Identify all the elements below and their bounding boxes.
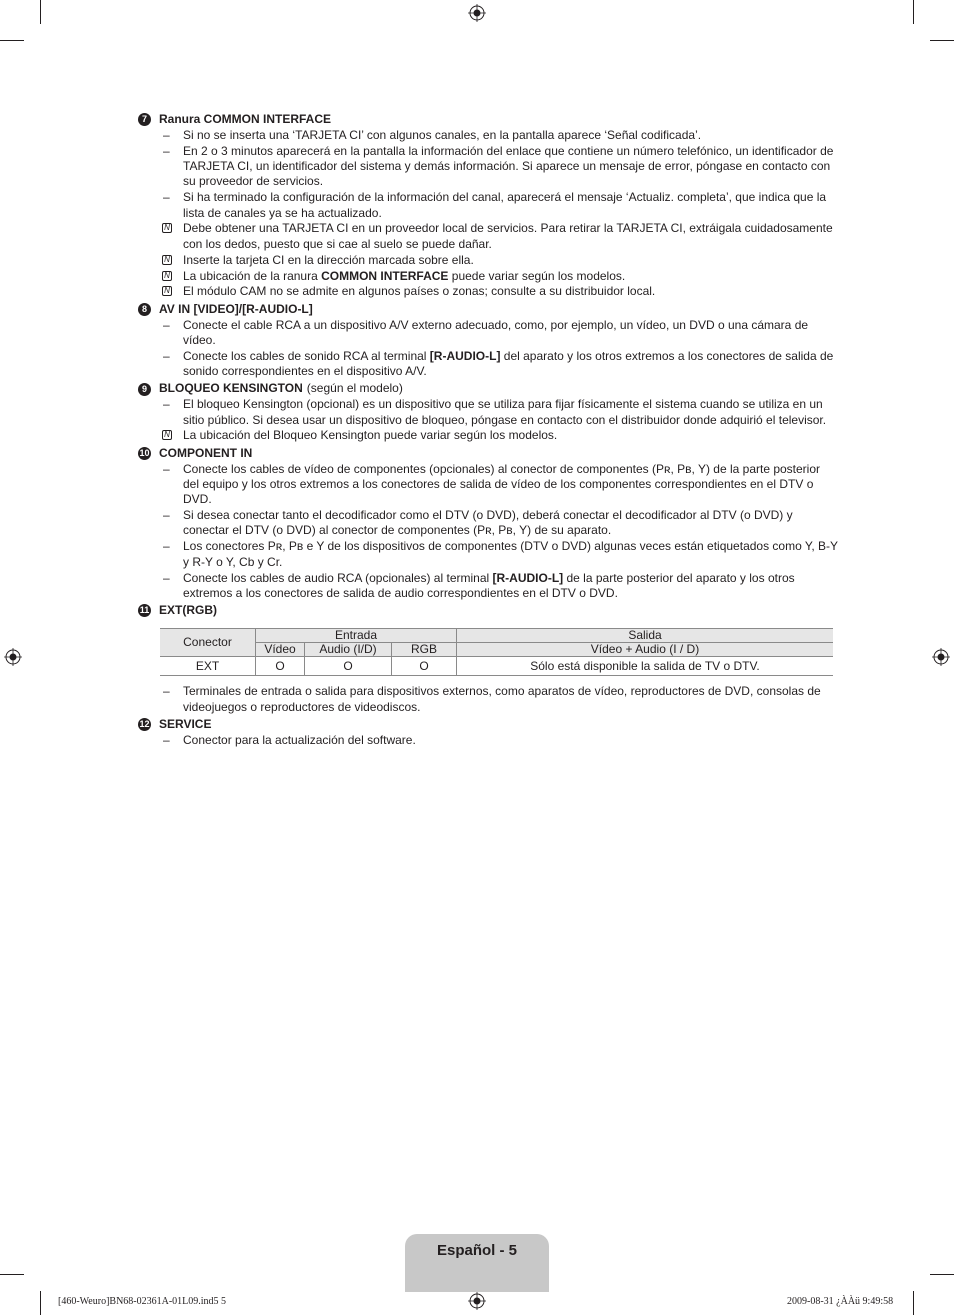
table-header-salida: Salida — [457, 629, 834, 643]
list-item — [138, 539, 838, 570]
item-text: Conecte los cables de audio RCA (opcionales) al terminal — [183, 570, 493, 585]
section-number-badge: 8 — [138, 303, 151, 316]
dash-marker: – — [163, 684, 170, 699]
section-heading — [138, 446, 838, 461]
item-text-bold: [R-AUDIO-L] — [492, 570, 564, 585]
registration-mark-icon — [4, 648, 22, 666]
item-text: de la parte posterior del aparato y los otros extremos a los conectores de salida de audio correspondientes en el DTV o DVD. — [183, 570, 795, 600]
dash-marker: – — [163, 397, 170, 412]
note-icon: N — [162, 430, 172, 440]
dash-marker: – — [163, 190, 170, 205]
table-cell-rgb: O — [392, 657, 457, 676]
table-header-audio: Audio (I/D) — [305, 643, 392, 657]
item-text: Si desea conectar tanto el decodificador como el DTV (o DVD), deberá conectar el decodificador al DTV (o DVD) y conectar el DTV (o DVD) al conector de componentes (Pʀ, Pʙ, Y) de su aparato. — [183, 508, 793, 538]
section-number-badge: 12 — [139, 719, 150, 730]
list-item — [138, 253, 838, 268]
table-cell-conector: EXT — [160, 657, 256, 676]
item-text: La ubicación del Bloqueo Kensington puede variar según los modelos. — [183, 428, 558, 443]
section-title: SERVICE — [159, 717, 212, 731]
footer-file-info: [460-Weuro]BN68-02361A-01L09.ind5 5 — [58, 1296, 227, 1307]
section-service — [138, 717, 838, 748]
table-cell-audio: O — [305, 657, 392, 676]
section-heading — [138, 381, 838, 396]
list-item — [138, 397, 838, 428]
registration-mark-icon — [468, 4, 486, 22]
section-ext-rgb — [138, 603, 838, 618]
section-number-badge: 11 — [139, 605, 150, 616]
item-text: Los conectores Pʀ, Pʙ e Y de los dispositivos de componentes (DTV o DVD) algunas veces están etiquetados como Y, B-Y y R-Y o Y, Cb y Cr. — [183, 539, 838, 569]
section-heading — [138, 717, 838, 732]
registration-mark-icon — [468, 1292, 486, 1310]
note-icon: N — [162, 271, 172, 281]
section-title: COMPONENT IN — [159, 445, 253, 460]
note-icon: N — [162, 255, 172, 265]
dash-marker: – — [163, 348, 170, 363]
list-item — [138, 684, 838, 715]
item-text-bold: COMMON INTERFACE — [321, 268, 449, 283]
section-number-badge: 10 — [139, 447, 150, 458]
section-title: BLOQUEO KENSINGTON — [159, 381, 303, 396]
section-heading — [138, 302, 838, 317]
item-text: Conecte los cables de sonido RCA al terminal — [183, 348, 430, 363]
crop-mark — [40, 1291, 41, 1315]
section-title: Ranura COMMON INTERFACE — [159, 112, 332, 126]
item-text: Conector para la actualización del software. — [183, 732, 416, 747]
item-text: El bloqueo Kensington (opcional) es un dispositivo que se utiliza para fijar físicamente el sistema cuando se utiliza en un sitio público. Si desea usar un dispositivo de bloqueo, póngase en contacto con el distribuidor donde adquirió el televisor. — [183, 397, 827, 427]
ext-rgb-table — [160, 628, 833, 676]
section-bloqueo-kensington — [138, 381, 838, 443]
dash-marker: – — [163, 508, 170, 523]
item-text: El módulo CAM no se admite en algunos países o zonas; consulte a su distribuidor local. — [183, 284, 656, 299]
section-title: EXT(RGB) — [159, 603, 217, 618]
crop-mark — [0, 40, 24, 41]
item-text: Inserte la tarjeta CI en la dirección marcada sobre ella. — [183, 252, 474, 267]
dash-marker: – — [163, 539, 170, 554]
item-text-bold: [R-AUDIO-L] — [429, 348, 501, 363]
item-text: Debe obtener una TARJETA CI en un proveedor local de servicios. Para retirar la TARJETA CI, extráigala cuidadosamente con los dedos, puesto que si cae al suelo se puede dañar. — [183, 221, 833, 251]
dash-marker: – — [163, 732, 170, 747]
item-text: puede variar según los modelos. — [448, 268, 626, 283]
crop-mark — [930, 1274, 954, 1275]
item-text: La ubicación de la ranura — [183, 268, 322, 283]
section-title-suffix: (según el modelo) — [306, 381, 403, 396]
list-item — [138, 349, 838, 380]
dash-marker: – — [163, 317, 170, 332]
crop-mark — [0, 1274, 24, 1275]
note-icon: N — [162, 223, 172, 233]
item-text: Si no se inserta una ‘TARJETA CI’ con algunos canales, en la pantalla aparece ‘Señal codificada’. — [183, 127, 702, 142]
table-header-rgb: RGB — [392, 643, 457, 657]
table-header-conector: Conector — [160, 629, 256, 657]
table-header-salida-sub: Vídeo + Audio (I / D) — [457, 643, 834, 657]
section-heading — [138, 112, 838, 127]
dash-marker: – — [163, 127, 170, 142]
list-item — [138, 284, 838, 299]
crop-mark — [913, 1291, 914, 1315]
footer-timestamp: 2009-08-31 ¿ÀÀü 9:49:58 — [787, 1296, 894, 1307]
list-item — [138, 190, 838, 221]
item-text: Si ha terminado la configuración de la información del canal, aparecerá el mensaje ‘Actualiz. completa’, que indica que la lista de canales ya se ha actualizado. — [183, 190, 827, 220]
list-item — [138, 144, 838, 190]
item-text: del aparato y los otros extremos a los conectores de salida de sonido correspondientes en el dispositivo A/V. — [183, 348, 834, 379]
manual-content — [138, 110, 838, 750]
item-text: En 2 o 3 minutos aparecerá en la pantalla la información del enlace que contiene un número telefónico, un identificador de TARJETA CI, un identificador del sistema y demás información. Si aparece un mensaje de error, póngase en contacto con su proveedor de servicios. — [183, 143, 834, 189]
list-item — [138, 428, 838, 443]
section-heading — [138, 603, 838, 618]
section-ranura-common-interface — [138, 112, 838, 300]
list-item — [138, 462, 838, 508]
item-text: Conecte los cables de vídeo de componentes (opcionales) al conector de componentes (Pʀ, Pʙ, Y) de la parte posterior del equipo y los otros extremos a los conectores de salida de vídeo de los componentes correspondientes en el DTV o DVD. — [183, 461, 821, 507]
registration-mark-icon — [932, 648, 950, 666]
page-label: Español - 5 — [436, 1242, 518, 1259]
list-item — [138, 508, 838, 539]
list-item — [138, 571, 838, 602]
section-component-in — [138, 446, 838, 601]
dash-marker: – — [163, 143, 170, 158]
dash-marker: – — [163, 570, 170, 585]
list-item — [138, 318, 838, 349]
page-number-tab — [405, 1234, 549, 1292]
table-header-entrada: Entrada — [256, 629, 457, 643]
section-number-badge: 9 — [138, 383, 151, 396]
table-row — [160, 657, 833, 676]
table-cell-salida: Sólo está disponible la salida de TV o DTV. — [457, 657, 834, 676]
item-text: Conecte el cable RCA a un dispositivo A/V externo adecuado, como, por ejemplo, un vídeo, un DVD o una cámara de vídeo. — [183, 317, 809, 347]
dash-marker: – — [163, 461, 170, 476]
crop-mark — [40, 0, 41, 24]
crop-mark — [913, 0, 914, 24]
section-number-badge: 7 — [138, 113, 151, 126]
item-text: Terminales de entrada o salida para dispositivos externos, como aparatos de vídeo, reproductores de DVD, consolas de videojuegos o reproductores de videodiscos. — [183, 684, 821, 714]
table-cell-video: O — [256, 657, 305, 676]
section-title: AV IN [VIDEO]/[R-AUDIO-L] — [159, 301, 313, 316]
list-item — [138, 221, 838, 252]
list-item — [138, 128, 838, 143]
list-item — [138, 733, 838, 748]
crop-mark — [930, 40, 954, 41]
list-item — [138, 269, 838, 284]
section-av-in-video-r-audio-l — [138, 302, 838, 380]
table-header-video: Vídeo — [256, 643, 305, 657]
note-icon: N — [162, 286, 172, 296]
